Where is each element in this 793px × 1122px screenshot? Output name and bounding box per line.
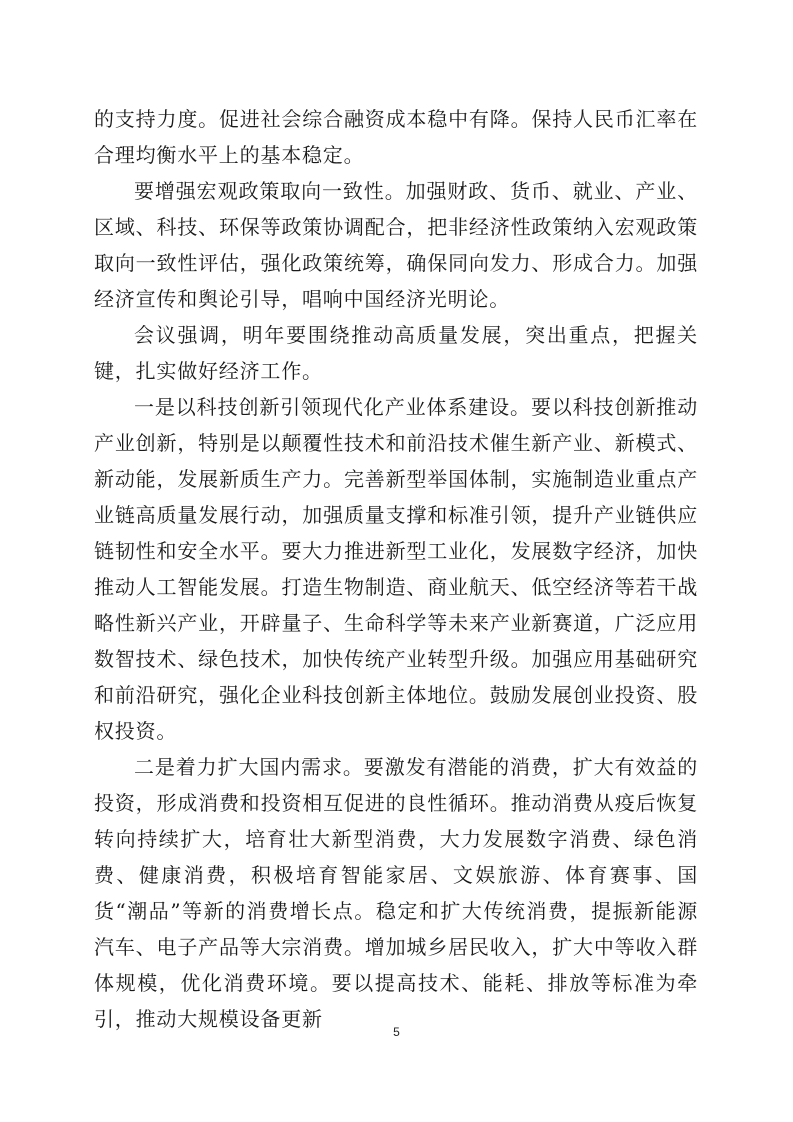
page-number: 5 (393, 1025, 400, 1039)
paragraph-4: 一是以科技创新引领现代化产业体系建设。要以科技创新推动产业创新，特别是以颠覆性技术和前沿技术催生新产业、新模式、新动能，发展新质生产力。完善新型举国体制，实施制造业重点产业链高质量发展行动，加强质量支撑和标准引领，提升产业链供应链韧性和安全水平。要大力推进新型工业化，发展数字经济，加快推动人工智能发展。打造生物制造、商业航天、低空经济等若干战略性新兴产业，开辟量子、生命科学等未来产业新赛道，广泛应用数智技术、绿色技术，加快传统产业转型升级。加强应用基础研究和前沿研究，强化企业科技创新主体地位。鼓励发展创业投资、股权投资。 (94, 395, 698, 743)
paragraph-1: 的支持力度。促进社会综合融资成本稳中有降。保持人民币汇率在合理均衡水平上的基本稳定。 (94, 107, 698, 167)
paragraph-5: 二是着力扩大国内需求。要激发有潜能的消费，扩大有效益的投资，形成消费和投资相互促进的良性循环。推动消费从疫后恢复转向持续扩大，培育壮大新型消费，大力发展数字消费、绿色消费、健康消费，积极培育智能家居、文娱旅游、体育赛事、国货“潮品”等新的消费增长点。稳定和扩大传统消费，提振新能源汽车、电子产品等大宗消费。增加城乡居民收入，扩大中等收入群体规模，优化消费环境。要以提高技术、能耗、排放等标准为牵引，推动大规模设备更新 (94, 755, 698, 1031)
document-body (94, 101, 698, 1037)
paragraph-3: 会议强调，明年要围绕推动高质量发展，突出重点，把握关键，扎实做好经济工作。 (94, 323, 698, 383)
paragraph-2: 要增强宏观政策取向一致性。加强财政、货币、就业、产业、区域、科技、环保等政策协调配合，把非经济性政策纳入宏观政策取向一致性评估，强化政策统筹，确保同向发力、形成合力。加强经济宣传和舆论引导，唱响中国经济光明论。 (94, 179, 698, 311)
